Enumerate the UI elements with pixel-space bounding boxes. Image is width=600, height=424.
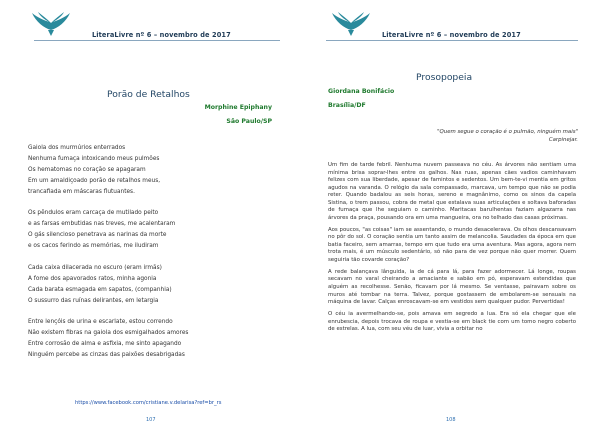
poem-line: Entre lençóis de urina e escarlate, estou correndo <box>28 319 173 326</box>
page-number: 107 <box>146 417 156 423</box>
stanza <box>28 317 278 361</box>
header-divider <box>326 40 578 41</box>
poem-line: O sussurro das ruínas delirantes, em letargia <box>28 297 159 304</box>
stanza <box>28 263 278 307</box>
stanza <box>28 143 278 198</box>
author-location: São Paulo/SP <box>226 118 272 125</box>
poem-line: Os hematomas no coração se apagaram <box>28 166 146 173</box>
epigraph-author: Carpinejar. <box>548 136 578 143</box>
author-location: Brasília/DF <box>328 102 366 109</box>
poem-title: Porão de Retalhos <box>107 89 190 100</box>
paragraph: Um fim de tarde febril. Nenhuma nuvem passeava no céu. As árvores não sentiam uma mínima brisa soprar-lhes entre os galhos. Nas ruas, apenas cães vadios caminhavam felizes com sua liberdade, apesar de famintos e sedentos. Um bem-te-vi mentia em gritos agudos na varanda. O relógio da sala compassado, marcava, um tempo que não se podia reter. Quando badalou as seis horas, sereno e magnânimo, como os sinos da capela Sistina, o trem passou, cobra de metal que estalava suas articulações e soltava baforadas de fumaça que lhe seguiam o caminho. Maritacas barulhentas faziam algazarra nas árvores da praça, pousando ora em uma mangueira, ora no telhado das casas próximas. <box>328 162 576 221</box>
poem-line: Cada caixa dilacerada no escuro (eram irmãs) <box>28 264 162 271</box>
epigraph-quote: "Quem segue o coração é o pulmão, ninguém mais" <box>437 129 578 135</box>
poem-line: e as farsas embutidas nas treves, me acalentaram <box>28 221 176 228</box>
header-text: LiteraLivre nº 6 – novembro de 2017 <box>92 31 231 39</box>
poem-line: Ninguém percebe as cinzas das paixões desabrigadas <box>28 352 185 359</box>
paragraph: O céu ia avermelhando-se, pois amava em segredo a lua. Era só ela chegar que ele enrubescia, depois trocava de roupa e vestia-se em black tie com um tomo negro coberto de estrelas. A lua, com seu véu de luar, vivia a orbitar no <box>328 311 576 333</box>
poem-line: e os cacos ferindo as memórias, me iludiram <box>28 243 159 250</box>
prose-title: Prosopopeia <box>416 72 473 83</box>
poem-line: Gaiola dos murmúrios enterrados <box>28 145 126 151</box>
paragraph: Aos poucos, "as coisas" iam se assentando, o mundo desacelerava. Os olhos descansavam no pôr do sol. O coração sentia um tanto assim de melancolia. Saudades da época em que batia faceiro, sem amarras, tempo em que tudo era uma aventura. Mas agora, agora nem trota mais, é um músculo sedentário, só não para de vez porque não quer morrer. Quem seguiria tão covarde coração? <box>328 226 576 263</box>
header-divider <box>34 40 280 41</box>
stanza <box>28 208 278 252</box>
poem-line: Os pêndulos eram carcaça de mutilado peito <box>28 210 159 217</box>
paragraph: A rede balançava lânguida, ia de cá para lá, para fazer adormecer. Lá longe, roupas secavam no varal cheirando a amaciante e sabão em pó, esperavam estendidas que alguém as recolhesse. Senão, ficavam por lá mesmo. Se ventasse, pairavam sobre os muros até tombar na terra. Talvez, porque gostassem de embolarem-se sensuais na máquina de lavar. Calças enroscavam-se em vestidos sem qualquer pudor. Pervertidas! <box>328 268 576 306</box>
page-number: 108 <box>446 417 456 423</box>
bird-logo-icon <box>30 10 72 38</box>
poem-body <box>28 143 278 372</box>
poem-line: trancafiada em máscaras flutuantes. <box>28 188 135 195</box>
prose-body <box>328 162 576 338</box>
poem-line: O gás silencioso penetrava as narinas da morte <box>28 232 167 239</box>
poem-line: Cada barata esmagada em sapatos, (companhia) <box>28 286 172 293</box>
poem-line: Entre corrosão de alma e asfixia, me sinto apagando <box>28 341 182 348</box>
poem-line: Não existem fibras na gaiola dos esmigalhados amores <box>28 330 189 337</box>
bird-logo-icon <box>330 10 372 38</box>
epigraph <box>378 129 578 144</box>
poem-line: Em um amaldiçoado porão de retalhos meus, <box>28 177 161 184</box>
author-name: Giordana Bonifácio <box>328 88 395 95</box>
facebook-link[interactable]: https://www.facebook.com/cristiane.v.delarisa?ref=br_rs <box>75 400 222 406</box>
poem-line: A fome dos apavorados ratos, minha agonia <box>28 275 157 282</box>
author-name: Morphine Epiphany <box>204 104 272 111</box>
poem-line: Nenhuma fumaça intoxicando meus pulmões <box>28 155 160 162</box>
right-page <box>300 0 600 424</box>
header-text: LiteraLivre nº 6 – novembro de 2017 <box>382 31 521 39</box>
